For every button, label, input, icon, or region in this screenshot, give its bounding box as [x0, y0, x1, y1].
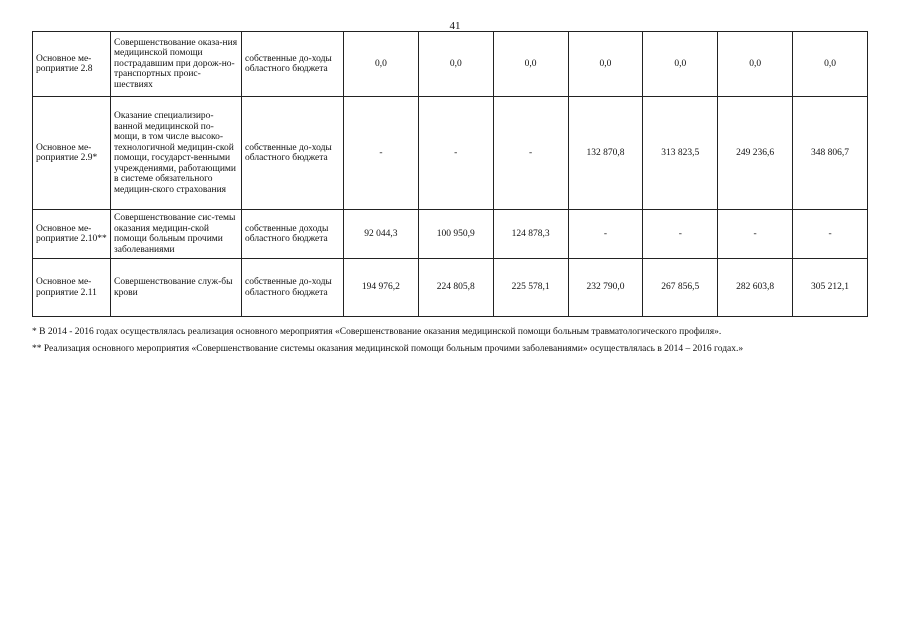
activity-name: Оказание специализиро-ванной медицинской по-мощи, в том числе высоко-технологичной медицин-ской помощи, государст-венными учреждениями, работающими в системе обязательного медицин-ского страхования [111, 97, 242, 210]
activity-name: Совершенствование сис-темы оказания медицин-ской помощи больным прочими заболеваниями [111, 210, 242, 259]
value-cell: 348 806,7 [793, 97, 868, 210]
value-cell: 282 603,8 [718, 259, 793, 317]
funding-source: собственные до-ходы областного бюджета [242, 32, 344, 97]
table-row [33, 259, 868, 317]
funding-source: собственные до-ходы областного бюджета [242, 97, 344, 210]
value-cell: 124 878,3 [493, 210, 568, 259]
table-row [33, 210, 868, 259]
value-cell: 0,0 [718, 32, 793, 97]
value-cell: 0,0 [643, 32, 718, 97]
value-cell: - [793, 210, 868, 259]
table-row [33, 97, 868, 210]
page-number: 41 [449, 20, 461, 32]
activity-name: Совершенствование служ-бы крови [111, 259, 242, 317]
value-cell: 0,0 [418, 32, 493, 97]
funding-source: собственные доходы областного бюджета [242, 210, 344, 259]
value-cell: 194 976,2 [344, 259, 419, 317]
activity-code: Основное ме-роприятие 2.8 [33, 32, 111, 97]
value-cell: 249 236,6 [718, 97, 793, 210]
value-cell: 0,0 [568, 32, 643, 97]
funding-source: собственные до-ходы областного бюджета [242, 259, 344, 317]
table-row [33, 32, 868, 97]
value-cell: 232 790,0 [568, 259, 643, 317]
value-cell: 313 823,5 [643, 97, 718, 210]
activity-code: Основное ме-роприятие 2.9* [33, 97, 111, 210]
budget-table [32, 31, 868, 317]
footnote: * В 2014 - 2016 годах осуществлялась реализация основного мероприятия «Совершенствование оказания медицинской помощи больным травматологического профиля». [32, 327, 722, 337]
activity-code: Основное ме-роприятие 2.10** [33, 210, 111, 259]
value-cell: - [568, 210, 643, 259]
activity-name: Совершенствование оказа-ния медицинской помощи пострадавшим при дорож-но-транспортных проис-шествиях [111, 32, 242, 97]
value-cell: 100 950,9 [418, 210, 493, 259]
value-cell: 0,0 [344, 32, 419, 97]
value-cell: - [344, 97, 419, 210]
value-cell: 132 870,8 [568, 97, 643, 210]
value-cell: - [718, 210, 793, 259]
activity-code: Основное ме-роприятие 2.11 [33, 259, 111, 317]
value-cell: 0,0 [493, 32, 568, 97]
value-cell: 0,0 [793, 32, 868, 97]
footnote: ** Реализация основного мероприятия «Совершенствование системы оказания медицинской помощи больным прочими заболеваниями» осуществлялась в 2014 – 2016 годах.» [32, 344, 744, 354]
value-cell: 92 044,3 [344, 210, 419, 259]
value-cell: 305 212,1 [793, 259, 868, 317]
value-cell: 224 805,8 [418, 259, 493, 317]
value-cell: - [418, 97, 493, 210]
value-cell: 267 856,5 [643, 259, 718, 317]
value-cell: - [643, 210, 718, 259]
value-cell: 225 578,1 [493, 259, 568, 317]
value-cell: - [493, 97, 568, 210]
